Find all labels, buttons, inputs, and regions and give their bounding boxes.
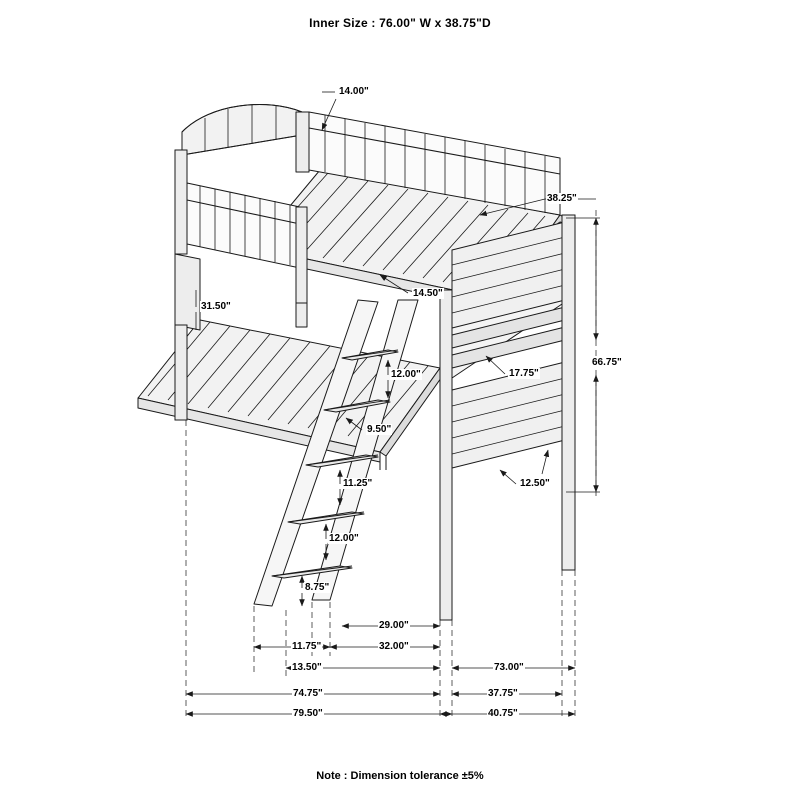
dimension-label-overall-height: 66.75" xyxy=(592,357,622,368)
dimension-label-post-to-rail: 17.75" xyxy=(509,368,539,379)
dimension-label-panel-height: 12.50" xyxy=(520,478,550,489)
dimension-label-ladder-step-spacing-3: 12.00" xyxy=(329,533,359,544)
dimension-label-overall-depth: 40.75" xyxy=(488,708,518,719)
dimension-label-ladder-base-depth: 29.00" xyxy=(379,620,409,631)
dimension-label-ladder-step-spacing-2: 11.25" xyxy=(343,478,373,489)
dimension-label-rear-depth: 37.75" xyxy=(488,688,518,699)
page-title: Inner Size : 76.00" W x 38.75"D xyxy=(309,16,491,30)
dimension-label-top-rail-height: 14.00" xyxy=(339,86,369,97)
dimension-label-overall-length: 79.50" xyxy=(293,708,323,719)
dimension-label-front-length: 74.75" xyxy=(293,688,323,699)
dimension-label-ladder-offset: 9.50" xyxy=(367,424,392,435)
dimension-label-bottom-step-height: 8.75" xyxy=(305,582,330,593)
dimension-label-side-depth: 73.00" xyxy=(494,662,524,673)
dimension-label-ladder-foot-b: 13.50" xyxy=(292,662,322,673)
tolerance-note: Note : Dimension tolerance ±5% xyxy=(316,770,484,782)
dimension-label-ladder-foot-a: 11.75" xyxy=(292,641,322,652)
dimension-label-lower-bunk-clearance: 31.50" xyxy=(201,301,231,312)
dimension-label-ladder-base-span: 32.00" xyxy=(379,641,409,652)
dimension-label-guard-rail-height: 14.50" xyxy=(413,288,443,299)
dimension-label-inner-depth: 38.25" xyxy=(547,193,577,204)
dimension-label-ladder-step-spacing-1: 12.00" xyxy=(391,369,421,380)
